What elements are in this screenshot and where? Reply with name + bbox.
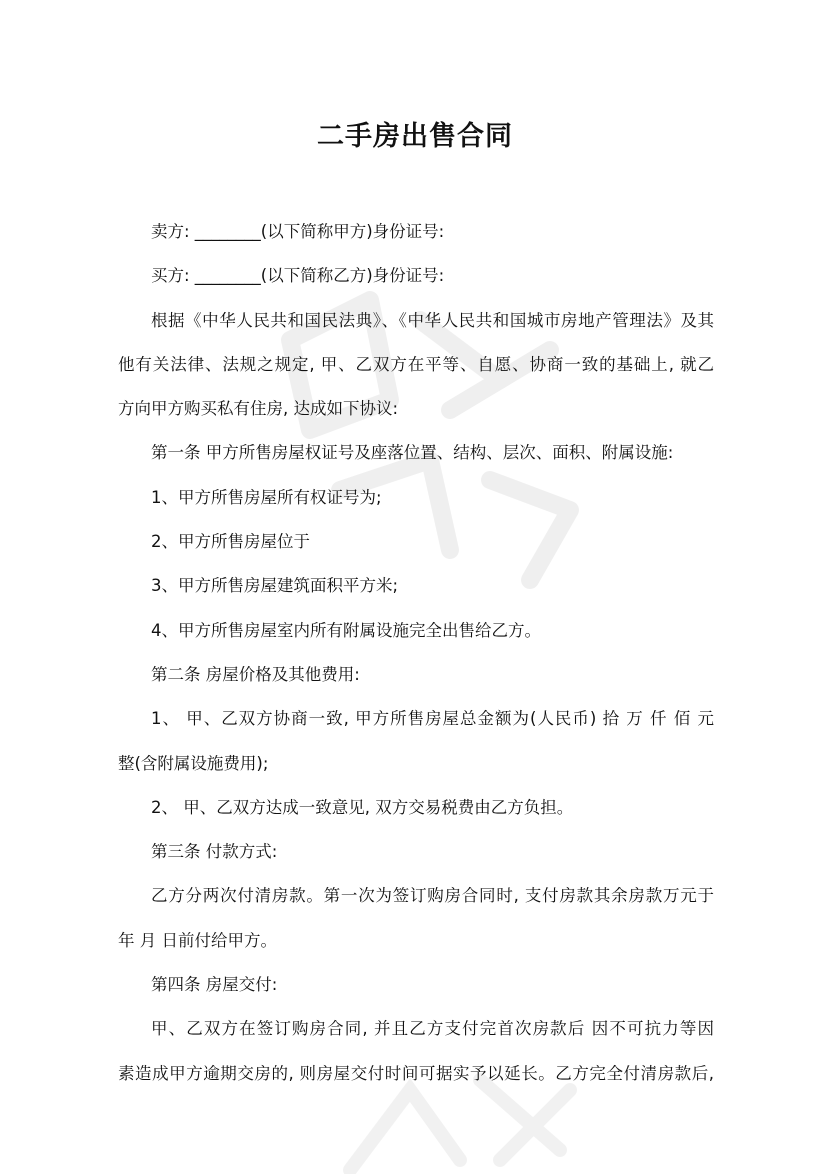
article-4-body — [118, 1007, 714, 1096]
text-line: 卖方: ________(以下简称甲方)身份证号: — [151, 222, 445, 241]
text-line: 甲、乙双方在签订购房合同, 并且乙方支付完首次房款后 因不可抗力等因 — [151, 1019, 714, 1039]
article-1-item-1 — [118, 476, 714, 520]
text-line: 1、甲方所售房屋所有权证号为; — [151, 487, 382, 507]
paragraph-preamble — [118, 299, 714, 432]
text-line: 他有关法律、法规之规定, 甲、乙双方在平等、自愿、协商一致的基础上, 就乙 — [118, 354, 714, 374]
text-line: 1、 甲、乙双方协商一致, 甲方所售房屋总金额为(人民币) 拾 万 仟 佰 元 — [151, 709, 714, 729]
article-1-heading — [118, 431, 714, 475]
paragraph-seller — [118, 210, 714, 254]
text-line: 根据《中华人民共和国民法典》、《中华人民共和国城市房地产管理法》及其 — [151, 310, 714, 330]
article-1-item-3 — [118, 564, 714, 608]
text-line: 2、甲方所售房屋位于 — [151, 532, 310, 552]
article-1-item-4 — [118, 609, 714, 653]
text-line: 第三条 付款方式: — [151, 842, 278, 862]
text-line: 整(含附属设施费用); — [118, 753, 269, 773]
paragraph-buyer — [118, 254, 714, 298]
article-2-heading — [118, 653, 714, 697]
article-2-item-1 — [118, 697, 714, 786]
text-line: 素造成甲方逾期交房的, 则房屋交付时间可据实予以延长。乙方完全付清房款后, — [118, 1063, 714, 1083]
text-line: 乙方分两次付清房款。第一次为签订购房合同时, 支付房款其余房款万元于 — [151, 886, 714, 906]
text-line: 第一条 甲方所售房屋权证号及座落位置、结构、层次、面积、附属设施: — [151, 443, 674, 463]
article-3-body — [118, 874, 714, 963]
article-2-item-2 — [118, 786, 714, 830]
text-line: 2、 甲、乙双方达成一致意见, 双方交易税费由乙方负担。 — [151, 797, 574, 817]
document-body — [118, 210, 714, 1096]
article-3-heading — [118, 830, 714, 874]
document-title: 二手房出售合同 — [317, 121, 513, 152]
article-4-heading — [118, 963, 714, 1007]
text-line: 3、甲方所售房屋建筑面积平方米; — [151, 576, 399, 596]
text-line: 买方: ________(以下简称乙方)身份证号: — [151, 266, 445, 286]
text-line: 4、甲方所售房屋室内所有附属设施完全出售给乙方。 — [151, 620, 541, 640]
text-line: 第四条 房屋交付: — [151, 975, 278, 995]
text-line: 第二条 房屋价格及其他费用: — [151, 664, 360, 684]
text-line: 方向甲方购买私有住房, 达成如下协议: — [118, 399, 399, 419]
article-1-item-2 — [118, 520, 714, 564]
text-line: 年 月 日前付给甲方。 — [118, 930, 277, 950]
